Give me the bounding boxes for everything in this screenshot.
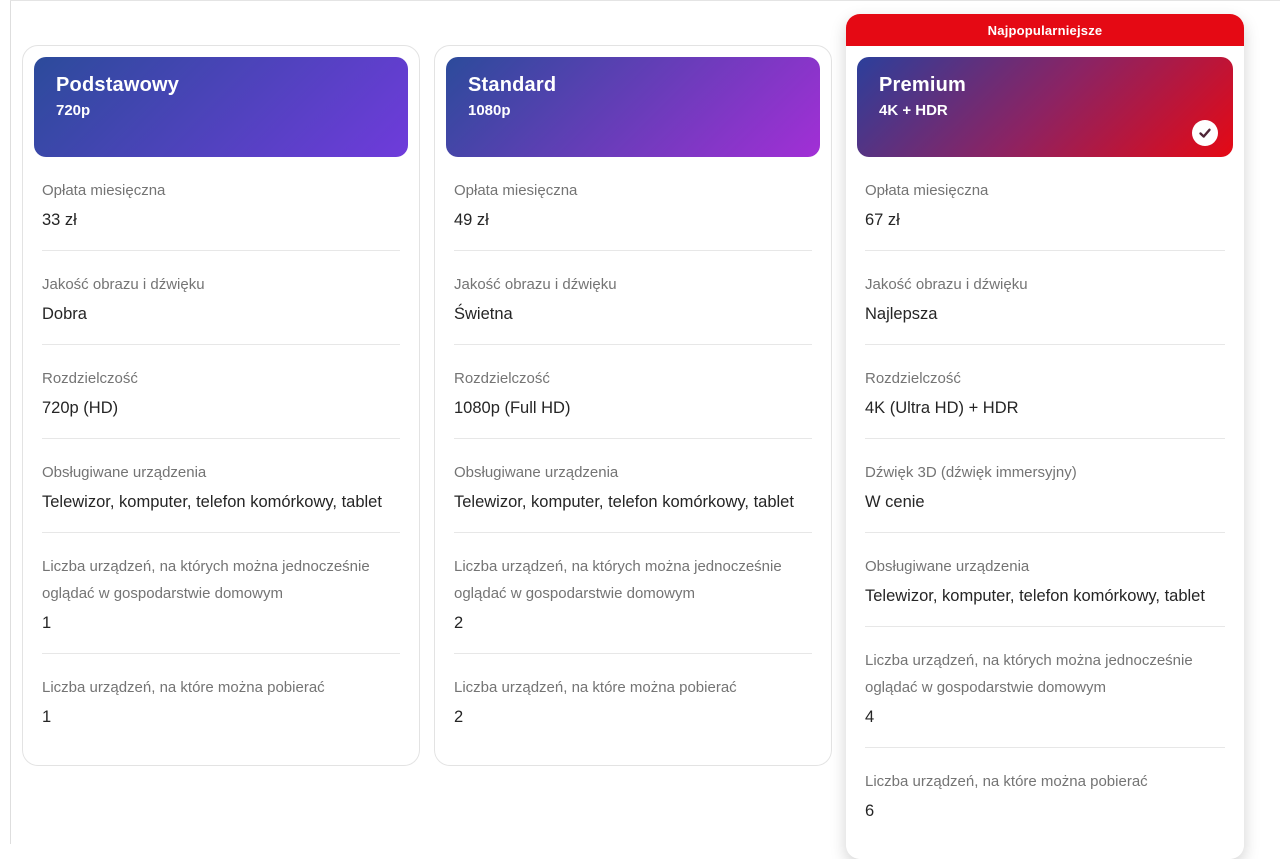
plan-title: Standard xyxy=(468,74,557,96)
plan-resolution-tag: 720p xyxy=(56,102,91,119)
plan-feature-list xyxy=(857,157,1233,841)
feature-value: Najlepsza xyxy=(865,305,938,323)
plan-column-podstawowy xyxy=(22,45,420,766)
feature-label: Liczba urządzeń, na które można pobierać xyxy=(42,679,325,696)
feature-label: Obsługiwane urządzenia xyxy=(454,464,619,481)
plan-grid xyxy=(22,14,1244,859)
feature-row xyxy=(865,438,1225,532)
feature-value: 2 xyxy=(454,614,464,632)
feature-label: Jakość obrazu i dźwięku xyxy=(454,276,617,293)
feature-row xyxy=(454,653,812,747)
feature-value: Świetna xyxy=(454,305,513,323)
plan-header xyxy=(34,57,408,157)
check-icon xyxy=(1192,120,1218,146)
feature-value: 720p (HD) xyxy=(42,399,119,417)
plan-card-podstawowy[interactable] xyxy=(22,45,420,766)
container-border-top xyxy=(10,0,1280,1)
feature-label: Dźwięk 3D (dźwięk immersyjny) xyxy=(865,464,1077,481)
plan-feature-list xyxy=(446,157,820,747)
feature-label: Obsługiwane urządzenia xyxy=(42,464,207,481)
feature-value: W cenie xyxy=(865,493,925,511)
feature-row xyxy=(42,653,400,747)
most-popular-badge: Najpopularniejsze xyxy=(846,14,1244,46)
plan-card-standard[interactable] xyxy=(434,45,832,766)
feature-label: Liczba urządzeń, na których można jednocześnie oglądać w gospodarstwie domowym xyxy=(454,558,782,602)
feature-value: Telewizor, komputer, telefon komórkowy, tablet xyxy=(454,493,794,511)
feature-row xyxy=(42,532,400,653)
plan-badge-wrapper xyxy=(434,45,832,766)
plan-badge-wrapper xyxy=(22,45,420,766)
feature-label: Opłata miesięczna xyxy=(865,182,989,199)
feature-value: 33 zł xyxy=(42,211,77,229)
feature-row xyxy=(865,344,1225,438)
feature-value: 4 xyxy=(865,708,875,726)
feature-row xyxy=(454,344,812,438)
feature-value: 4K (Ultra HD) + HDR xyxy=(865,399,1019,417)
feature-row xyxy=(865,157,1225,250)
feature-value: 1 xyxy=(42,614,52,632)
feature-label: Liczba urządzeń, na których można jednocześnie oglądać w gospodarstwie domowym xyxy=(865,652,1193,696)
feature-row xyxy=(865,626,1225,747)
feature-label: Opłata miesięczna xyxy=(42,182,166,199)
plan-resolution-tag: 4K + HDR xyxy=(879,102,948,119)
plan-title: Podstawowy xyxy=(56,74,180,96)
feature-value: 6 xyxy=(865,802,875,820)
feature-row xyxy=(454,438,812,532)
feature-row xyxy=(865,532,1225,626)
feature-value: Telewizor, komputer, telefon komórkowy, tablet xyxy=(865,587,1205,605)
feature-value: 2 xyxy=(454,708,464,726)
plan-badge-wrapper xyxy=(846,14,1244,859)
plan-feature-list xyxy=(34,157,408,747)
container-border-left xyxy=(10,0,11,844)
plan-header xyxy=(446,57,820,157)
feature-label: Liczba urządzeń, na które można pobierać xyxy=(865,773,1148,790)
plan-title: Premium xyxy=(879,74,966,96)
feature-row xyxy=(42,157,400,250)
feature-value: 1080p (Full HD) xyxy=(454,399,571,417)
feature-value: Telewizor, komputer, telefon komórkowy, tablet xyxy=(42,493,382,511)
feature-row xyxy=(865,250,1225,344)
feature-value: Dobra xyxy=(42,305,87,323)
feature-row xyxy=(42,344,400,438)
feature-row xyxy=(42,438,400,532)
plan-column-premium xyxy=(846,14,1244,859)
plan-header xyxy=(857,57,1233,157)
feature-row xyxy=(42,250,400,344)
feature-label: Liczba urządzeń, na które można pobierać xyxy=(454,679,737,696)
feature-value: 49 zł xyxy=(454,211,489,229)
plan-column-standard xyxy=(434,45,832,766)
plan-resolution-tag: 1080p xyxy=(468,102,511,119)
feature-label: Jakość obrazu i dźwięku xyxy=(865,276,1028,293)
feature-row xyxy=(865,747,1225,841)
feature-label: Rozdzielczość xyxy=(454,370,550,387)
feature-value: 1 xyxy=(42,708,52,726)
feature-label: Jakość obrazu i dźwięku xyxy=(42,276,205,293)
feature-label: Obsługiwane urządzenia xyxy=(865,558,1030,575)
feature-row xyxy=(454,250,812,344)
feature-label: Rozdzielczość xyxy=(865,370,961,387)
plan-card-premium[interactable] xyxy=(846,46,1244,859)
feature-row xyxy=(454,532,812,653)
feature-label: Liczba urządzeń, na których można jednocześnie oglądać w gospodarstwie domowym xyxy=(42,558,370,602)
feature-label: Opłata miesięczna xyxy=(454,182,578,199)
feature-label: Rozdzielczość xyxy=(42,370,138,387)
feature-value: 67 zł xyxy=(865,211,900,229)
feature-row xyxy=(454,157,812,250)
